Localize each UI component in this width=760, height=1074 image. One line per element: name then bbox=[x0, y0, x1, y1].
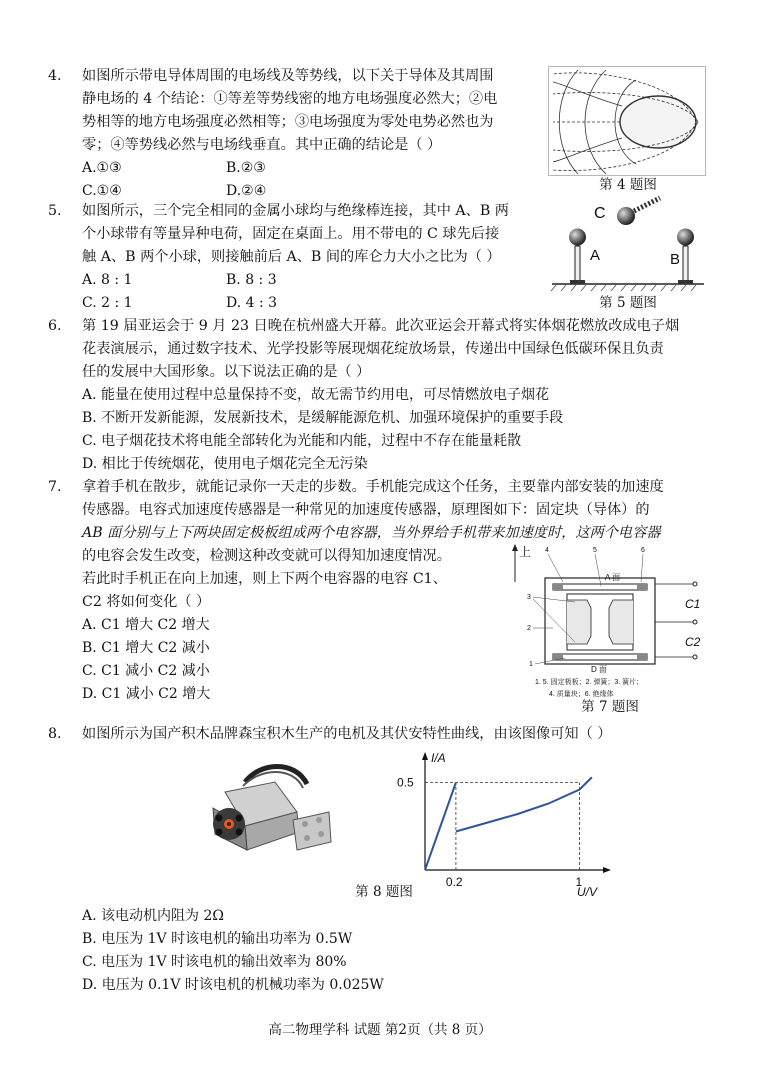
x-tick-0-2: 0.2 bbox=[445, 875, 463, 889]
q8-option-c[interactable]: C. 电压为 1V 时该电机的输出效率为 80% bbox=[82, 954, 347, 970]
q8-caption: 第 8 题图 bbox=[355, 884, 413, 900]
y-axis-label: I/A bbox=[431, 751, 446, 765]
q5-option-a[interactable]: A. 8 : 1 bbox=[82, 272, 133, 288]
q7-line-3: AB 面分别与上下两块固定极板组成两个电容器，当外界给手机带来加速度时，这两个电容器 bbox=[82, 525, 661, 541]
q7-num-2: 2 bbox=[527, 625, 531, 632]
q5-label-a: A bbox=[590, 247, 601, 264]
q6-line-2: 花表演展示，通过数字技术、光学投影等展现烟花绽放场景，传递出中国绿色低碳环保且负责 bbox=[82, 341, 664, 357]
q8-option-d[interactable]: D. 电压为 0.1V 时该电机的机械功率为 0.025W bbox=[82, 977, 384, 993]
q5-caption: 第 5 题图 bbox=[599, 295, 657, 311]
q6-number: 6. bbox=[48, 318, 62, 334]
q7-caption: 第 7 题图 bbox=[581, 699, 639, 715]
q7-num-4: 4 bbox=[545, 547, 549, 554]
q4-line-4: 零；④等势线必然与电场线垂直。其中正确的结论是（ ） bbox=[82, 137, 442, 153]
q6-option-b[interactable]: B. 不断开发新能源，发展新技术，是缓解能源危机、加强环境保护的重要手段 bbox=[82, 410, 564, 426]
q7-option-c[interactable]: C. C1 减小 C2 减小 bbox=[82, 663, 210, 679]
q4-option-c[interactable]: C.①④ bbox=[82, 183, 122, 199]
q7-a-face-label: A 面 bbox=[605, 573, 621, 582]
q7-d-face-label: D 面 bbox=[591, 665, 607, 674]
q7-c2-label: C2 bbox=[685, 635, 701, 649]
q4-option-b[interactable]: B.②③ bbox=[226, 160, 266, 176]
q7-option-a[interactable]: A. C1 增大 C2 增大 bbox=[82, 617, 210, 633]
series-line-1 bbox=[456, 777, 592, 831]
x-axis-label: U/V bbox=[577, 885, 598, 898]
q6-option-d[interactable]: D. 相比于传统烟花，使用电子烟花完全无污染 bbox=[82, 456, 368, 472]
y-axis-arrow bbox=[422, 752, 428, 760]
q7-option-b[interactable]: B. C1 增大 C2 减小 bbox=[82, 640, 210, 656]
q8-motor-image bbox=[205, 762, 335, 862]
q6-line-3: 任的发展中大国形象。以下说法正确的是（ ） bbox=[82, 364, 371, 380]
q5-spheres-diagram bbox=[548, 194, 708, 294]
q5-option-b[interactable]: B. 8 : 3 bbox=[226, 272, 277, 288]
q8-line: 如图所示为国产积木品牌森宝积木生产的电机及其伏安特性曲线，由该图像可知（ ） bbox=[82, 726, 612, 742]
q5-line-1: 如图所示，三个完全相同的金属小球均与绝缘棒连接，其中 A、B 两 bbox=[82, 203, 509, 219]
q7-up-label: 上 bbox=[519, 545, 532, 559]
q7-line-6: C2 将如何变化（ ） bbox=[82, 594, 211, 610]
q5-line-2: 个小球带有等量异种电荷，固定在桌面上。用不带电的 C 球先后接 bbox=[82, 226, 500, 242]
q7-legend-2: 4. 质量块；6. 绝缘体 bbox=[549, 691, 614, 698]
q4-option-d[interactable]: D.②④ bbox=[226, 183, 267, 199]
q7-line-2: 传感器。电容式加速度传感器是一种常见的加速度传感器，原理图如下：固定块（导体）的 bbox=[82, 502, 650, 518]
q5-label-c: C bbox=[594, 205, 606, 222]
series-line-0 bbox=[425, 783, 456, 871]
q4-line-3: 势相等的地方电场强度必然相等；③电场强度为零处电势必然也为 bbox=[82, 114, 494, 130]
q4-caption: 第 4 题图 bbox=[599, 177, 657, 193]
q8-option-b[interactable]: B. 电压为 1V 时该电机的输出功率为 0.5W bbox=[82, 931, 353, 947]
y-tick-0-5: 0.5 bbox=[397, 775, 414, 790]
q7-num-6: 6 bbox=[641, 547, 645, 554]
q8-iv-chart bbox=[390, 748, 620, 898]
q7-number: 7. bbox=[48, 479, 62, 495]
q5-option-d[interactable]: D. 4 : 3 bbox=[226, 295, 278, 311]
q4-option-a[interactable]: A.①③ bbox=[82, 160, 122, 176]
q8-number: 8. bbox=[48, 726, 62, 742]
q7-sensor-diagram bbox=[505, 542, 705, 700]
q7-num-3: 3 bbox=[527, 594, 531, 601]
q4-line-2: 静电场的 4 个结论：①等差等势线密的地方电场强度必然大；②电 bbox=[82, 91, 498, 107]
q8-option-a[interactable]: A. 该电动机内阻为 2Ω bbox=[82, 908, 224, 924]
page-footer: 高二物理学科 试题 第2页（共 8 页） bbox=[268, 1022, 492, 1038]
q4-line-1: 如图所示带电导体周围的电场线及等势线，以下关于导体及其周围 bbox=[82, 68, 494, 84]
q4-field-diagram bbox=[548, 66, 706, 176]
q6-option-a[interactable]: A. 能量在使用过程中总量保持不变，故无需节约用电，可尽情燃放电子烟花 bbox=[82, 387, 550, 403]
q5-line-3: 触 A、B 两个小球，则接触前后 A、B 间的库仑力大小之比为（ ） bbox=[82, 249, 501, 265]
q5-option-c[interactable]: C. 2 : 1 bbox=[82, 295, 133, 311]
x-axis-arrow bbox=[603, 867, 611, 873]
q7-line-5: 若此时手机正在向上加速，则上下两个电容器的电容 C1、 bbox=[82, 571, 447, 587]
q7-line-4: 的电容会发生改变，检测这种改变就可以得知加速度情况。 bbox=[82, 548, 451, 564]
q7-option-d[interactable]: D. C1 减小 C2 增大 bbox=[82, 686, 211, 702]
q6-option-c[interactable]: C. 电子烟花技术将电能全部转化为光能和内能，过程中不存在能量耗散 bbox=[82, 433, 522, 449]
q7-num-5: 5 bbox=[593, 547, 597, 554]
q6-line-1: 第 19 届亚运会于 9 月 23 日晚在杭州盛大开幕。此次亚运会开幕式将实体烟花燃放改成电子烟 bbox=[82, 318, 680, 334]
q7-legend-1: 1. 5. 固定极板；2. 弹簧；3. 簧片； bbox=[535, 679, 644, 686]
x-tick-1: 1 bbox=[575, 875, 583, 889]
q7-c1-label: C1 bbox=[685, 597, 701, 611]
q7-num-1: 1 bbox=[529, 661, 533, 668]
q4-number: 4. bbox=[48, 68, 62, 84]
q5-number: 5. bbox=[48, 203, 62, 219]
q5-label-b: B bbox=[670, 251, 681, 268]
q7-line-1: 拿着手机在散步，就能记录你一天走的步数。手机能完成这个任务，主要靠内部安装的加速度 bbox=[82, 479, 664, 495]
